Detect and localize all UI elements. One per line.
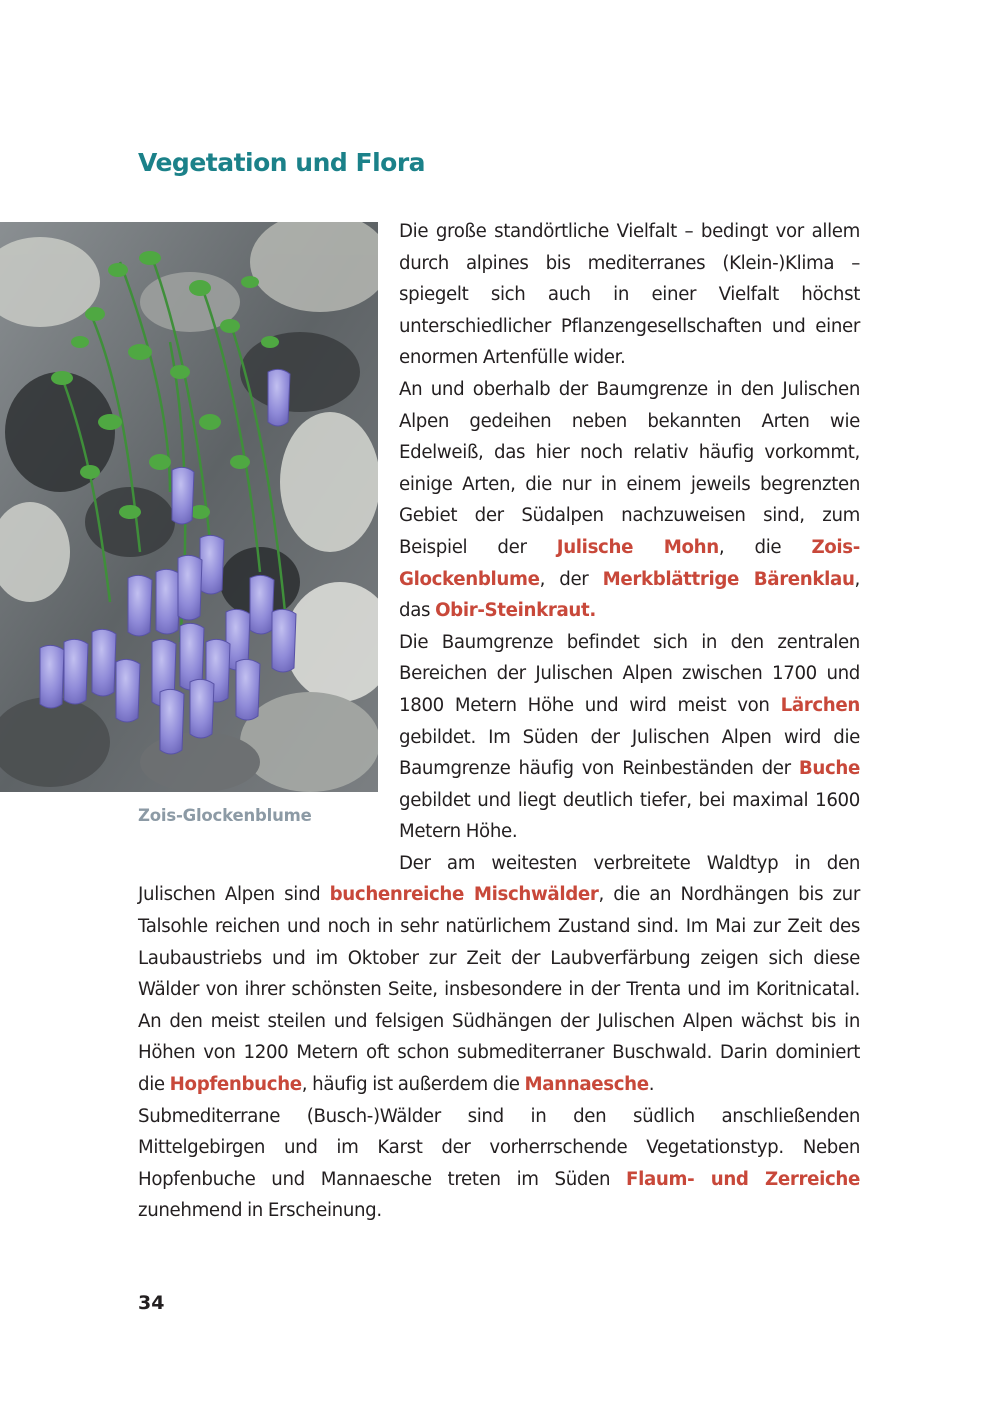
text-segment: , die (718, 536, 812, 558)
paragraph (138, 1101, 860, 1227)
text-segment: , der (539, 568, 603, 590)
highlighted-term: Lärchen (780, 694, 860, 716)
text-segment: gebildet. Im Süden der Julischen Alpen wird die Baumgrenze häufig von Reinbeständen der (399, 726, 860, 780)
highlighted-term: Zois-Glockenblume (399, 536, 860, 590)
highlighted-term: Obir-Steinkraut. (435, 600, 596, 622)
text-segment: An und oberhalb der Baumgrenze in den Julischen Alpen gedeihen neben bekannten Arten wie Edelweiß, das hier noch relativ häufig vorkommt, einige Arten, die nur in einem jeweils begrenzten Gebiet der Südalpen nachzuweisen sind, zum Beispiel der (399, 378, 860, 558)
text-segment: Die Baumgrenze befindet sich in den zentralen Bereichen der Julischen Alpen zwischen 1700 und 1800 Metern Höhe und wird meist von (399, 631, 860, 716)
text-segment: , häufig ist außerdem die (301, 1074, 525, 1096)
highlighted-term: buchenreiche Mischwälder (329, 884, 599, 906)
text-segment: Die große standörtliche Vielfalt – bedingt vor allem durch alpines bis mediterranes (Klein-)Klima – spiegelt sich auch in einer Vielfalt höchst unterschiedlicher Pflanzengesellschaften und einer enormen Artenfülle wider. (399, 221, 860, 369)
image-caption: Zois-Glockenblume (138, 806, 312, 825)
highlighted-term: Buche (798, 758, 860, 780)
paragraph (138, 848, 860, 1101)
highlighted-term: Hopfenbuche (169, 1074, 302, 1096)
text-segment: Submediterrane (Busch-)Wälder sind in den südlich anschließenden Mittelgebirgen und im Karst der vorherrschende Vegetationstyp. Neben Hopfenbuche und Mannaesche treten im Süden (138, 1105, 860, 1190)
body-text (138, 216, 860, 1227)
text-segment: , die an Nordhängen bis zur Talsohle reichen und noch in sehr natürlichem Zustand sind. Im Mai zur Zeit des Laubaustriebs und im Oktober zur Zeit der Laubverfärbung zeigen sich diese Wälder von ihrer schönsten Seite, insbesondere in der Trenta und im Koritnicatal. An den meist steilen und felsigen Südhängen der Julischen Alpen wächst bis in Höhen von 1200 Metern oft schon submediterraner Buschwald. Darin dominiert die (138, 884, 860, 1096)
image-spacer (138, 216, 399, 848)
text-segment: Der am weitesten verbreitete Waldtyp in den Julischen Alpen sind (138, 852, 860, 906)
page-title: Vegetation und Flora (138, 148, 426, 177)
page-number: 34 (138, 1292, 165, 1314)
highlighted-term: Julische Mohn (556, 536, 719, 558)
text-segment: gebildet und liegt deutlich tiefer, bei maximal 1600 Metern Höhe. (399, 789, 860, 843)
text-segment: . (648, 1074, 655, 1096)
highlighted-term: Flaum- und Zerreiche (626, 1168, 860, 1190)
highlighted-term: Merkblättrige Bärenklau (602, 568, 855, 590)
text-segment: zunehmend in Erscheinung. (138, 1200, 382, 1222)
text-segment: , das (399, 568, 860, 622)
highlighted-term: Mannaesche (524, 1074, 649, 1096)
